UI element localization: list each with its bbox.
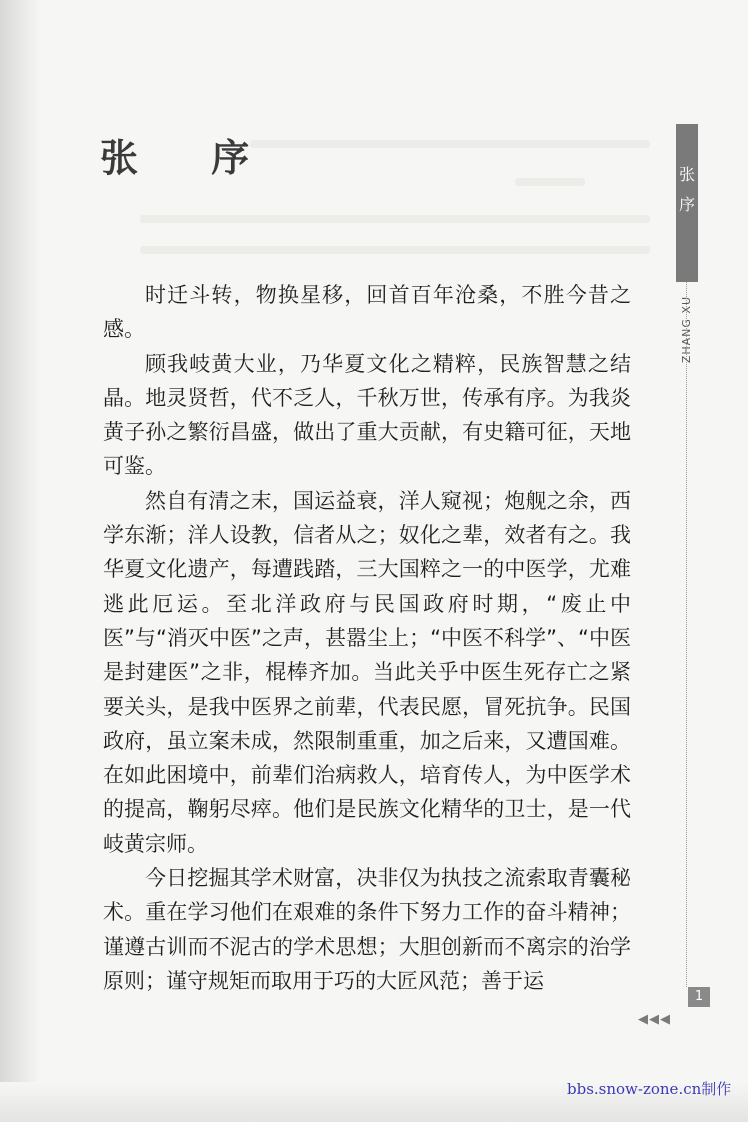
watermark: bbs.snow-zone.cn制作: [567, 1080, 732, 1098]
show-through-line: [140, 215, 650, 223]
side-tab-char: 序: [678, 195, 695, 214]
preface-body: [103, 278, 631, 998]
page-gutter-shadow: [0, 0, 40, 1122]
chapter-side-tab-label: [676, 160, 698, 220]
show-through-line: [515, 178, 585, 186]
paragraph: 然自有清之末，国运益衰，洋人窥视；炮舰之余，西学东渐；洋人设教，信者从之；奴化之辈，效者有之。我华夏文化遗产，每遭践踏，三大国粹之一的中医学，尤难逃此厄运。至北洋政府与民国政府时期，“废止中医”与“消灭中医”之声，甚嚣尘上；“中医不科学”、“中医是封建医”之非，棍棒齐加。当此关乎中医生死存亡之紧要关头，是我中医界之前辈，代表民愿，冒死抗争。民国政府，虽立案未成，然限制重重，加之后来，又遭国难。在如此困境中，前辈们治病救人，培育传人，为中医学术的提高，鞠躬尽瘁。他们是民族文化精华的卫士，是一代岐黄宗师。: [103, 488, 631, 856]
side-dotted-rule: [686, 282, 687, 987]
page-title: 张 序: [100, 135, 280, 180]
side-tab-char: 张: [678, 165, 695, 184]
paragraph: 时迁斗转，物换星移，回首百年沧桑，不胜今昔之感。: [103, 283, 631, 342]
page-number: 1: [688, 987, 710, 1007]
arrow-icons: ◀◀◀: [638, 1012, 671, 1027]
show-through-line: [250, 140, 650, 148]
show-through-line: [140, 246, 650, 254]
paragraph: 顾我岐黄大业，乃华夏文化之精粹，民族智慧之结晶。地灵贤哲，代不乏人，千秋万世，传承有序。为我炎黄子孙之繁衍昌盛，做出了重大贡献，有史籍可征，天地可鉴。: [103, 351, 631, 479]
paragraph: 今日挖掘其学术财富，决非仅为执技之流索取青囊秘术。重在学习他们在艰难的条件下努力工作的奋斗精神；谨遵古训而不泥古的学术思想；大胆创新而不离宗的治学原则；谨守规矩而取用于巧的大匠风范；善于运: [103, 866, 631, 993]
chapter-pinyin-label: ZHANG XU: [680, 296, 693, 364]
